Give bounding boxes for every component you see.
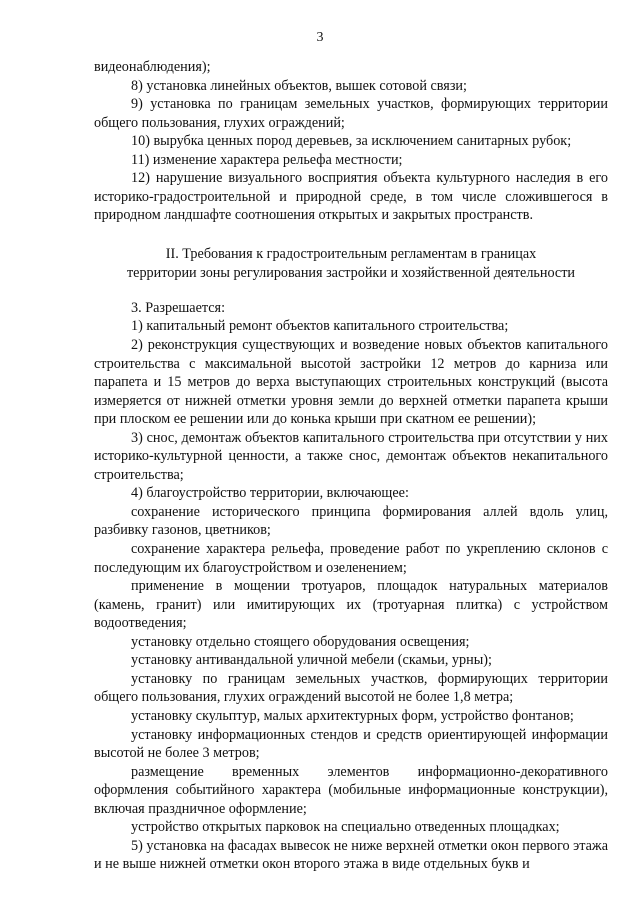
document-body: [94, 58, 608, 874]
paragraph: устройство открытых парковок на специально отведенных площадках;: [131, 819, 560, 836]
section-heading: [94, 245, 608, 283]
paragraph: установку информационных стендов и средств ориентирующей информации высотой не более 3 метров;: [94, 726, 608, 762]
paragraph: 8) установка линейных объектов, вышек сотовой связи;: [131, 77, 467, 94]
paragraph: установку антивандальной уличной мебели (скамьи, урны);: [131, 652, 492, 669]
paragraph: сохранение характера рельефа, проведение работ по укреплению склонов с последующим их благоустройством и озеленением;: [94, 541, 608, 576]
paragraph: 5) установка на фасадах вывесок не ниже верхней отметки окон первого этажа и не выше нижней отметки окон второго этажа в виде отдельных букв и: [94, 837, 608, 873]
paragraph: установку по границам земельных участков, формирующих территории общего пользования, глухих ограждений высотой не более 1,8 метра;: [94, 670, 608, 706]
paragraph: 9) установка по границам земельных участков, формирующих территории общего пользования, глухих ограждений;: [94, 96, 608, 131]
paragraph: 4) благоустройство территории, включающее:: [131, 485, 409, 502]
paragraph: 3. Разрешается:: [131, 299, 226, 316]
section-heading-line: II. Требования к градостроительным регламентам в границах: [165, 245, 537, 262]
paragraph: 3) снос, демонтаж объектов капитального строительства при отсутствии у них историко-культурной ценности, а также снос, демонтаж объектов некапитального строительства;: [94, 429, 608, 483]
paragraph: 11) изменение характера рельефа местности;: [131, 151, 403, 168]
paragraph: размещение временных элементов информационно-декоративного оформления событийного характера (мобильные информационные конструкции), включая праздничное оформление;: [94, 763, 608, 817]
paragraph: 2) реконструкция существующих и возведение новых объектов капитального строительства с максимальной высотой застройки 12 метров до карниза или парапета и 15 метров до верха выступающих строительных конструкций (высота измеряется от нижней отметки уровня земли до верхней отметки парапета крыши при плоском ее решении или до конька крыши при скатном ее решении);: [94, 337, 608, 428]
paragraph: сохранение исторического принципа формирования аллей вдоль улиц, разбивку газонов, цветников;: [94, 503, 608, 539]
page-number: 3: [316, 30, 324, 45]
paragraph: видеонаблюдения);: [94, 59, 211, 75]
paragraph: применение в мощении тротуаров, площадок натуральных материалов (камень, гранит) или имитирующих их (тротуарная плитка) с устройством водоотведения;: [94, 578, 608, 632]
paragraph: 10) вырубка ценных пород деревьев, за исключением санитарных рубок;: [131, 133, 572, 150]
paragraph: установку отдельно стоящего оборудования освещения;: [131, 633, 470, 650]
paragraph: 1) капитальный ремонт объектов капитального строительства;: [131, 318, 509, 335]
section-heading-line: территории зоны регулирования застройки и хозяйственной деятельности: [126, 264, 576, 281]
paragraph: 12) нарушение визуального восприятия объекта культурного наследия в его историко-градостроительной и природной среде, в том числе сложившегося в природном ландшафте соотношения открытых и закрытых пространств.: [94, 170, 608, 224]
paragraph: установку скульптур, малых архитектурных форм, устройство фонтанов;: [131, 707, 574, 724]
